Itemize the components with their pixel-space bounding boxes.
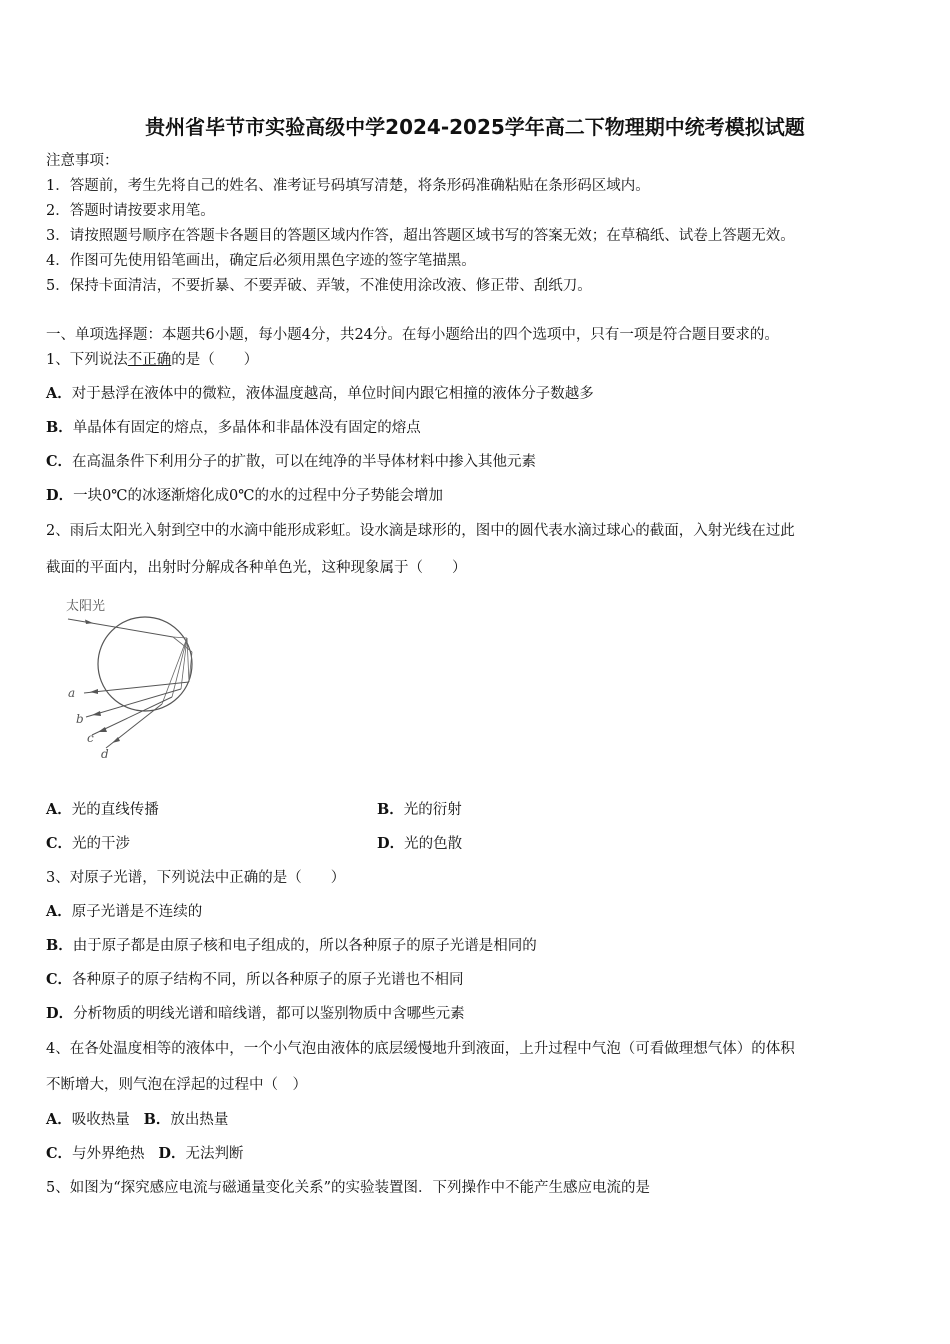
option-label: D． [158,1145,186,1162]
option-label: A． [46,801,72,818]
option-label: D． [46,487,74,504]
q1-stem-emphasis: 不正确 [127,352,172,368]
q1-option-c [46,452,536,472]
option-text: 原子光谱是不连续的 [71,904,203,920]
option-text: 光的直线传播 [71,802,159,818]
option-text: 在高温条件下利用分子的扩散，可以在纯净的半导体材料中掺入其他元素 [72,454,537,470]
option-text: 由于原子都是由原子核和电子组成的，所以各种原子的原子光谱是相同的 [72,938,537,954]
q2-stem-line-1: 2、雨后太阳光入射到空中的水滴中能形成彩虹。设水滴是球形的，图中的圆代表水滴过球心的截面，入射光线在过此 [46,523,795,539]
notice-item-2: 2．答题时请按要求用笔。 [46,203,215,219]
option-text: 光的衍射 [403,802,462,818]
q5-stem: 5、如图为“探究感应电流与磁通量变化关系”的实验装置图．下列操作中不能产生感应电流的是 [46,1180,651,1196]
sun-label: 太阳光 [66,599,106,614]
option-label: C． [46,453,73,470]
internal-ray [173,637,187,638]
ray-label-d: d [101,747,109,761]
ray-label-a: a [68,686,76,700]
notice-item-4: 4．作图可先使用铅笔画出，确定后必须用黑色字迹的签字笔描黑。 [46,253,476,269]
notice-item-5: 5．保持卡面清洁，不要折暴、不要弄破、弄皱，不准使用涂改液、修正带、刮纸刀。 [46,278,592,294]
option-text: 一块0℃的冰逐渐熔化成0℃的水的过程中分子势能会增加 [73,488,443,504]
ray-label-b: b [76,712,84,726]
page-title: 贵州省毕节市实验高级中学2024-2025学年高二下物理期中统考模拟试题 [145,115,805,139]
option-text: 光的干涉 [72,836,131,852]
option-text: 吸收热量 [71,1112,130,1128]
option-text: 单晶体有固定的熔点，多晶体和非晶体没有固定的熔点 [72,420,421,436]
arrowhead-icon [90,689,98,694]
option-label: A． [46,1111,72,1128]
notice-heading: 注意事项： [46,153,119,169]
q1-option-b [46,418,421,438]
option-label: B． [46,937,73,954]
option-text: 放出热量 [170,1112,229,1128]
option-text: 无法判断 [185,1146,244,1162]
q1-stem-pre: 1、下列说法 [46,352,128,368]
option-label: C． [46,835,73,852]
option-label: B． [143,1111,171,1128]
q1-option-d [46,486,443,506]
q2-option-b [377,800,462,820]
option-label: A． [46,385,72,402]
notice-item-3: 3．请按照题号顺序在答题卡各题目的答题区域内作答，超出答题区域书写的答案无效；在草稿纸、试卷上答题无效。 [46,228,795,244]
q4-stem-line-2: 不断增大，则气泡在浮起的过程中（ ） [46,1077,307,1093]
q1-stem [46,350,258,370]
q3-option-b [46,936,537,956]
option-label: C． [46,1145,73,1162]
q4-stem-line-1: 4、在各处温度相等的液体中，一个小气泡由液体的底层缓慢地升到液面，上升过程中气泡（可看做理想气体）的体积 [46,1041,795,1057]
section-heading: 一、单项选择题：本题共6小题，每小题4分，共24分。在每小题给出的四个选项中，只有一项是符合题目要求的。 [46,327,779,343]
sunlight-ray [68,619,173,637]
option-label: D． [377,835,405,852]
q2-stem-line-2: 截面的平面内，出射时分解成各种单色光，这种现象属于（ ） [46,560,467,576]
option-text: 光的色散 [404,836,463,852]
arrowhead-icon [98,727,107,732]
q3-option-d [46,1004,465,1024]
option-label: B． [377,801,404,818]
droplet-circle [98,617,192,711]
option-label: A． [46,903,72,920]
q1-stem-post: 的是（ ） [171,352,259,368]
q2-option-a [46,800,159,820]
q1-option-a [46,384,594,404]
q4-options-row-2 [46,1144,243,1164]
option-label: C． [46,971,73,988]
option-text: 分析物质的明线光谱和暗线谱，都可以鉴别物质中含哪些元素 [73,1006,465,1022]
option-text: 对于悬浮在液体中的微粒，液体温度越高，单位时间内跟它相撞的液体分子数越多 [71,386,594,402]
ray-label-c: c [87,731,94,745]
q3-stem: 3、对原子光谱，下列说法中正确的是（ ） [46,870,346,886]
q3-option-c [46,970,464,990]
rainbow-droplet-figure [56,592,206,767]
q3-option-a [46,902,202,922]
q4-options-row-1 [46,1110,228,1130]
q2-option-d [377,834,462,854]
option-label: B． [46,419,73,436]
option-label: D． [46,1005,74,1022]
option-text: 与外界绝热 [72,1146,145,1162]
notice-item-1: 1．答题前，考生先将自己的姓名、准考证号码填写清楚，将条形码准确粘贴在条形码区域内。 [46,178,650,194]
q2-option-c [46,834,130,854]
option-text: 各种原子的原子结构不同，所以各种原子的原子光谱也不相同 [72,972,464,988]
